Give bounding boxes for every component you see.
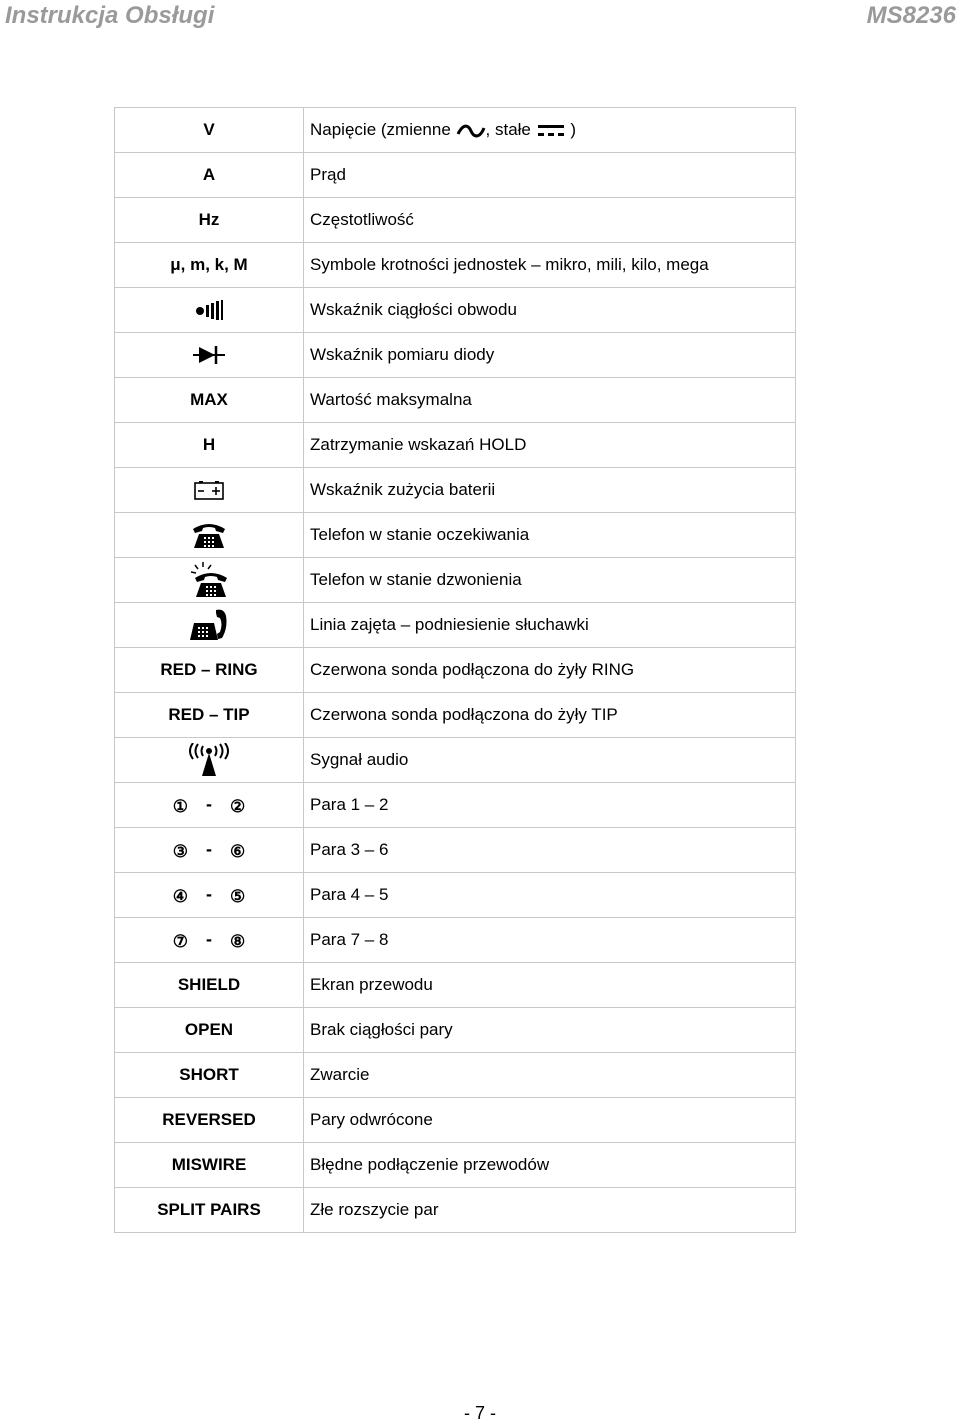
- table-row: [115, 198, 796, 243]
- description-cell: Para 4 – 5: [304, 873, 796, 918]
- symbol-cell: SHORT: [115, 1053, 304, 1098]
- description-cell: Symbole krotności jednostek – mikro, mili, kilo, mega: [304, 243, 796, 288]
- description-cell: Linia zajęta – podniesienie słuchawki: [304, 603, 796, 648]
- continuity-buzzer-icon: [194, 299, 224, 321]
- pair-second: ②: [230, 796, 246, 816]
- description-cell: Wartość maksymalna: [304, 378, 796, 423]
- table-row: [115, 783, 796, 828]
- symbol-cell: [115, 333, 304, 378]
- pair-symbol-cell: ⑦ - ⑧: [115, 918, 304, 963]
- header-model: MS8236: [866, 2, 956, 29]
- table-row: [115, 153, 796, 198]
- description-text: Napięcie (zmienne: [310, 120, 451, 139]
- description-cell: Para 7 – 8: [304, 918, 796, 963]
- table-row: [115, 693, 796, 738]
- table-row: [115, 378, 796, 423]
- table-row: [115, 558, 796, 603]
- table-row: [115, 828, 796, 873]
- symbol-cell: RED – TIP: [115, 693, 304, 738]
- pair-first: ⑦: [172, 931, 188, 951]
- symbol-cell: SPLIT PAIRS: [115, 1188, 304, 1233]
- symbol-cell: [115, 558, 304, 603]
- description-cell: Prąd: [304, 153, 796, 198]
- description-cell: Zatrzymanie wskazań HOLD: [304, 423, 796, 468]
- pair-first: ①: [172, 796, 188, 816]
- symbol-cell: MAX: [115, 378, 304, 423]
- table-row: [115, 963, 796, 1008]
- symbol-cell: [115, 468, 304, 513]
- pair-symbol-cell: ③ - ⑥: [115, 828, 304, 873]
- table-row: [115, 468, 796, 513]
- table-row: [115, 333, 796, 378]
- description-cell: Złe rozszycie par: [304, 1188, 796, 1233]
- description-text: ): [565, 120, 577, 139]
- table-row: [115, 1143, 796, 1188]
- table-row: [115, 738, 796, 783]
- pair-second: ⑧: [230, 931, 246, 951]
- pair-second: ⑥: [230, 841, 246, 861]
- symbol-cell: MISWIRE: [115, 1143, 304, 1188]
- description-cell: Brak ciągłości pary: [304, 1008, 796, 1053]
- symbol-cell: [115, 603, 304, 648]
- symbol-cell: V: [115, 108, 304, 153]
- description-cell: Telefon w stanie dzwonienia: [304, 558, 796, 603]
- header-title: Instrukcja Obsługi: [5, 2, 215, 29]
- description-cell: Sygnał audio: [304, 738, 796, 783]
- symbol-cell: RED – RING: [115, 648, 304, 693]
- description-cell: Wskaźnik pomiaru diody: [304, 333, 796, 378]
- table-row: [115, 243, 796, 288]
- pair-symbol-cell: ④ - ⑤: [115, 873, 304, 918]
- description-cell: Wskaźnik zużycia baterii: [304, 468, 796, 513]
- description-cell: Para 1 – 2: [304, 783, 796, 828]
- table-row: [115, 108, 796, 153]
- symbol-cell: H: [115, 423, 304, 468]
- symbol-cell: μ, m, k, M: [115, 243, 304, 288]
- audio-signal-icon: [188, 743, 230, 777]
- description-cell: Czerwona sonda podłączona do żyły TIP: [304, 693, 796, 738]
- page-number: - 7 -: [463, 1403, 496, 1423]
- table-row: [115, 918, 796, 963]
- description-cell: Ekran przewodu: [304, 963, 796, 1008]
- symbol-cell: Hz: [115, 198, 304, 243]
- symbol-legend-table: [114, 107, 796, 1233]
- symbol-cell: OPEN: [115, 1008, 304, 1053]
- description-cell: Para 3 – 6: [304, 828, 796, 873]
- telephone-off-hook-icon: [190, 608, 228, 642]
- table-row: [115, 1008, 796, 1053]
- ac-wave-icon: [456, 122, 486, 140]
- pair-first: ③: [172, 841, 188, 861]
- description-cell: Wskaźnik ciągłości obwodu: [304, 288, 796, 333]
- table-row: [115, 603, 796, 648]
- description-cell: Pary odwrócone: [304, 1098, 796, 1143]
- description-cell: Telefon w stanie oczekiwania: [304, 513, 796, 558]
- description-cell: Zwarcie: [304, 1053, 796, 1098]
- table-row: [115, 423, 796, 468]
- pair-second: ⑤: [230, 886, 246, 906]
- description-cell: Błędne podłączenie przewodów: [304, 1143, 796, 1188]
- description-cell: Czerwona sonda podłączona do żyły RING: [304, 648, 796, 693]
- battery-icon: [194, 480, 224, 500]
- description-text: , stałe: [485, 120, 531, 139]
- table-row: [115, 1053, 796, 1098]
- pair-first: ④: [172, 886, 188, 906]
- symbol-cell: [115, 738, 304, 783]
- table-row: [115, 648, 796, 693]
- table-row: [115, 513, 796, 558]
- table-row: [115, 1188, 796, 1233]
- symbol-cell: SHIELD: [115, 963, 304, 1008]
- dc-icon: [536, 124, 566, 138]
- table-row: [115, 1098, 796, 1143]
- telephone-ringing-icon: [189, 562, 229, 598]
- diode-icon: [193, 345, 225, 365]
- description-cell: Częstotliwość: [304, 198, 796, 243]
- pair-symbol-cell: ① - ②: [115, 783, 304, 828]
- symbol-cell: A: [115, 153, 304, 198]
- description-cell: [304, 108, 796, 153]
- telephone-idle-icon: [191, 521, 227, 549]
- table-row: [115, 288, 796, 333]
- symbol-cell: REVERSED: [115, 1098, 304, 1143]
- symbol-cell: [115, 513, 304, 558]
- table-row: [115, 873, 796, 918]
- symbol-cell: [115, 288, 304, 333]
